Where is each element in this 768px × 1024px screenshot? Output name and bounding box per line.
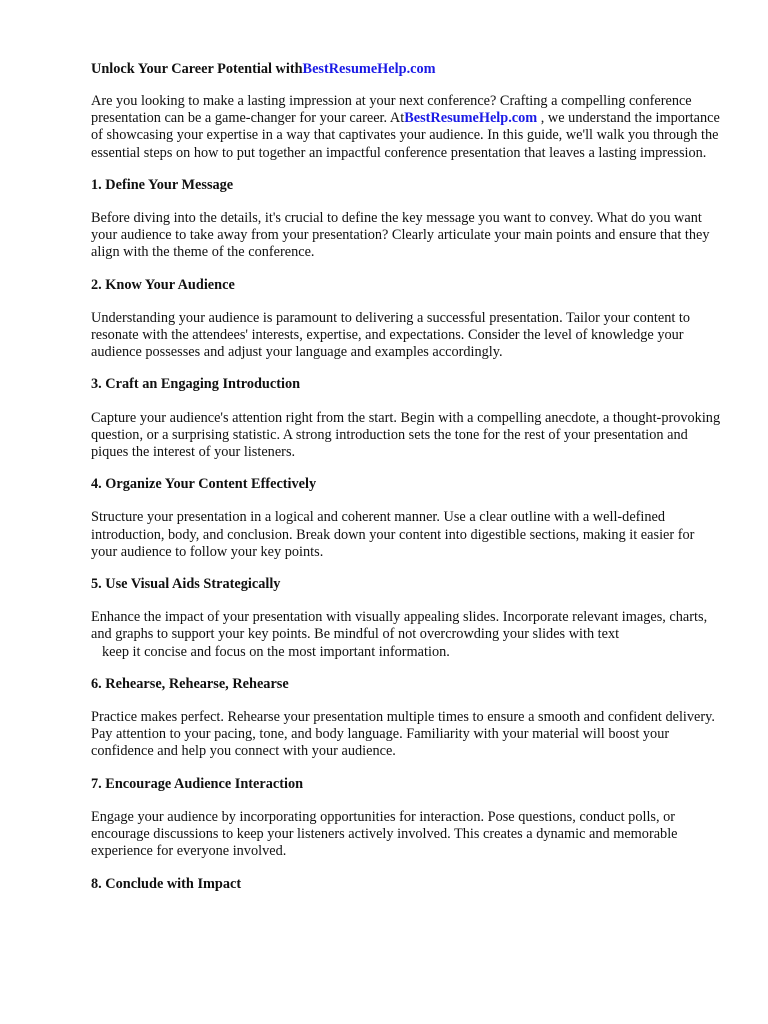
title-link[interactable]: BestResumeHelp.com xyxy=(302,61,436,77)
section-heading-1: 1. Define Your Message xyxy=(91,176,234,193)
section-body-3: Capture your audience's attention right from the start. Begin with a compelling anecdote, a thought-provoking question, or a surprising statistic. A strong introduction sets the tone for the rest of your presentation and piques the interest of your listeners. xyxy=(91,409,721,461)
section-body-6: Practice makes perfect. Rehearse your presentation multiple times to ensure a smooth and confident delivery. Pay attention to your pacing, tone, and body language. Familiarity with your material will boost your confidence and help you connect with your audience. xyxy=(91,709,715,760)
section-body-4: Structure your presentation in a logical and coherent manner. Use a clear outline with a well-defined introduction, body, and conclusion. Break down your content into digestible sections, making it easier for your audience to follow your key points. xyxy=(91,509,695,560)
section-heading-6: 6. Rehearse, Rehearse, Rehearse xyxy=(91,675,289,692)
intro-link[interactable]: BestResumeHelp.com xyxy=(404,110,538,127)
section-heading-2: 2. Know Your Audience xyxy=(91,276,235,293)
title-text: Unlock Your Career Potential with xyxy=(91,61,303,77)
intro-text-2: , we understand the importance of showcasing your expertise in a way that captivates your audience. In this guide, we'll walk you through the essential steps on how to put together an impactful conference presentation that leaves a lasting impression. xyxy=(91,110,720,161)
section-body-5 xyxy=(91,609,721,661)
intro-text-1: Are you looking to make a lasting impression at your next conference? Crafting a compelling conference presentation can be a game-changer for your career. At xyxy=(91,93,692,127)
section-body-5-continuation: keep it concise and focus on the most important information. xyxy=(102,643,450,660)
document-title xyxy=(91,60,721,78)
section-heading-5: 5. Use Visual Aids Strategically xyxy=(91,576,281,593)
section-body-2: Understanding your audience is paramount to delivering a successful presentation. Tailor your content to resonate with the attendees' interests, expertise, and expectations. Consider the level of knowledge your audience possesses and adjust your language and examples accordingly. xyxy=(91,309,691,361)
section-heading-7: 7. Encourage Audience Interaction xyxy=(91,775,304,792)
intro-paragraph xyxy=(91,93,721,162)
section-body-1: Before diving into the details, it's crucial to define the key message you want to convey. What do you want your audience to take away from your presentation? Clearly articulate your main points and ensure that they align with the theme of the conference. xyxy=(91,210,710,261)
document-page xyxy=(91,60,721,909)
section-body-5-text: Enhance the impact of your presentation with visually appealing slides. Incorporate relevant images, charts, and graphs to support your key points. Be mindful of not overcrowding your slides with text xyxy=(91,609,708,643)
section-heading-8: 8. Conclude with Impact xyxy=(91,875,242,892)
section-heading-4: 4. Organize Your Content Effectively xyxy=(91,476,317,493)
section-body-7: Engage your audience by incorporating opportunities for interaction. Pose questions, conduct polls, or encourage discussions to keep your listeners actively involved. This creates a dynamic and memorable experience for everyone involved. xyxy=(91,808,678,860)
section-heading-3: 3. Craft an Engaging Introduction xyxy=(91,376,301,393)
